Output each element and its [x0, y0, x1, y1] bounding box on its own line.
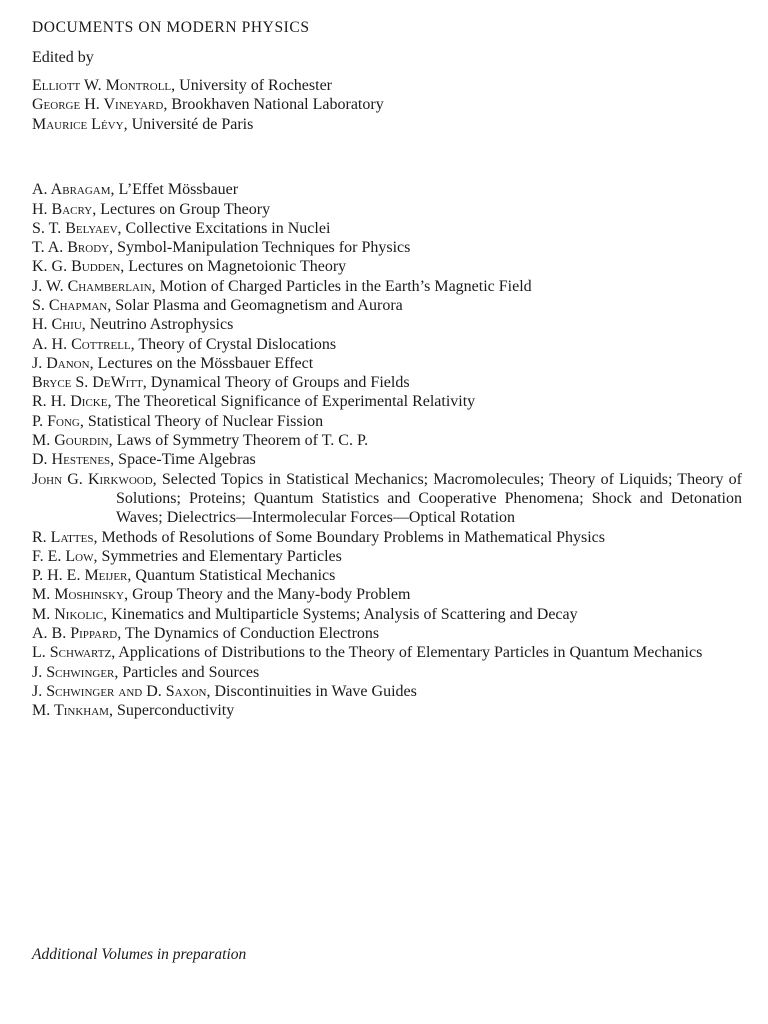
volume-author: K. G. Budden [32, 258, 121, 276]
volume-entry [32, 392, 742, 411]
volume-entry [32, 682, 742, 701]
volume-title: , Discontinuities in Wave Guides [206, 682, 417, 700]
volume-entry [32, 180, 742, 199]
volume-author: H. Chiu [32, 316, 82, 334]
editor-entry [32, 76, 742, 95]
volume-title: , Symmetries and Elementary Particles [93, 547, 342, 565]
volume-author: M. Tinkham [32, 702, 109, 720]
volume-entry [32, 643, 742, 662]
volume-title: , Kinematics and Multiparticle Systems; Analysis of Scattering and Decay [103, 605, 578, 623]
volume-title: , Group Theory and the Many-body Problem [124, 586, 411, 604]
volume-entry [32, 277, 742, 296]
volume-entry [32, 431, 742, 450]
volume-entry [32, 450, 742, 469]
volume-author: A. B. Pippard [32, 625, 118, 643]
volumes-list [32, 180, 742, 720]
editor-entry [32, 95, 742, 114]
edited-by-label: Edited by [32, 49, 94, 66]
volume-entry [32, 566, 742, 585]
volume-title: , The Dynamics of Conduction Electrons [117, 625, 380, 643]
volume-entry [32, 701, 742, 720]
document-page [32, 18, 742, 721]
volume-author: J. Schwinger [32, 663, 115, 681]
volume-title: , Collective Excitations in Nuclei [117, 219, 331, 237]
volume-title: , Particles and Sources [114, 663, 260, 681]
volume-title: , Motion of Charged Particles in the Earth’s Magnetic Field [151, 277, 532, 295]
volume-title: , The Theoretical Significance of Experimental Relativity [107, 393, 476, 411]
volume-entry [32, 624, 742, 643]
volume-title: , Neutrino Astrophysics [81, 316, 234, 334]
volume-entry [32, 412, 742, 431]
volume-title: , Quantum Statistical Mechanics [127, 567, 336, 585]
volume-title: , Superconductivity [108, 702, 235, 720]
volume-author: John G. Kirkwood [32, 470, 153, 488]
volume-author: A. H. Cottrell [32, 335, 131, 353]
volume-author: A. Abragam [32, 181, 111, 199]
volume-entry [32, 219, 742, 238]
volume-title: , Laws of Symmetry Theorem of T. C. P. [108, 432, 369, 450]
volume-entry [32, 296, 742, 315]
editor-affiliation: , University of Rochester [171, 77, 333, 94]
volume-title: , Methods of Resolutions of Some Boundary Problems in Mathematical Physics [93, 528, 605, 546]
editor-affiliation: , Brookhaven National Laboratory [163, 96, 384, 114]
volume-title: , Lectures on the Mössbauer Effect [89, 354, 314, 372]
editor-name: Maurice Lévy [32, 115, 124, 133]
volume-entry [32, 200, 742, 219]
editor-entry [32, 115, 742, 134]
volume-author: J. Danon [32, 354, 90, 372]
volume-title: , Theory of Crystal Dislocations [130, 335, 337, 353]
volume-author: R. Lattes [32, 528, 94, 546]
volume-title: , Selected Topics in Statistical Mechanics; Macromolecules; Theory of Liquids; Theory of Solutions; Proteins; Quantum Statistics and Cooperative Phenomena; Shock and Detonation Waves; Dielectrics—Intermolecular Forces—Optical Rotation [116, 470, 742, 527]
volume-title: , Statistical Theory of Nuclear Fission [79, 412, 324, 430]
additional-volumes-note: Additional Volumes in preparation [32, 946, 247, 963]
volume-entry [32, 605, 742, 624]
editor-affiliation: , Université de Paris [123, 115, 254, 133]
volume-entry [32, 257, 742, 276]
series-title: DOCUMENTS ON MODERN PHYSICS [32, 19, 310, 36]
volume-entry [32, 315, 742, 334]
volume-author: Bryce S. DeWitt [32, 374, 143, 392]
volume-author: R. H. Dicke [32, 393, 108, 411]
volume-author: J. Schwinger and D. Saxon [32, 682, 207, 700]
volume-entry [32, 547, 742, 566]
volume-entry [32, 528, 742, 547]
volume-title: , Lectures on Group Theory [92, 200, 271, 218]
volume-entry [32, 585, 742, 604]
volume-author: D. Hestenes [32, 451, 111, 469]
volume-entry [32, 470, 742, 528]
volume-author: S. Chapman [32, 297, 108, 314]
volume-title: , Solar Plasma and Geomagnetism and Aurora [107, 297, 403, 314]
volume-entry [32, 238, 742, 257]
volume-title: , Applications of Distributions to the Theory of Elementary Particles in Quantum Mechanics [111, 644, 703, 662]
volume-author: S. T. Belyaev [32, 219, 118, 237]
volume-entry [32, 335, 742, 354]
editor-name: Elliott W. Montroll [32, 77, 172, 94]
volume-title: , Lectures on Magnetoionic Theory [120, 258, 347, 276]
volume-author: H. Bacry [32, 200, 93, 218]
volume-entry [32, 373, 742, 392]
volume-author: M. Gourdin [32, 432, 109, 450]
volume-author: M. Moshinsky [32, 586, 125, 604]
volume-entry [32, 663, 742, 682]
editors-list [32, 76, 742, 134]
volume-author: L. Schwartz [32, 644, 112, 662]
volume-author: M. Nikolic [32, 605, 104, 623]
volume-title: , Dynamical Theory of Groups and Fields [142, 374, 410, 392]
volume-author: T. A. Brody [32, 239, 110, 257]
volume-author: J. W. Chamberlain [32, 277, 152, 295]
volume-author: F. E. Low [32, 547, 94, 565]
volume-author: P. Fong [32, 412, 80, 430]
volume-author: P. H. E. Meijer [32, 567, 128, 585]
editor-name: George H. Vineyard [32, 96, 164, 114]
volume-entry [32, 354, 742, 373]
volume-title: , Space-Time Algebras [110, 451, 256, 469]
volume-title: , L’Effet Mössbauer [110, 181, 239, 199]
volume-title: , Symbol-Manipulation Techniques for Physics [109, 239, 411, 257]
